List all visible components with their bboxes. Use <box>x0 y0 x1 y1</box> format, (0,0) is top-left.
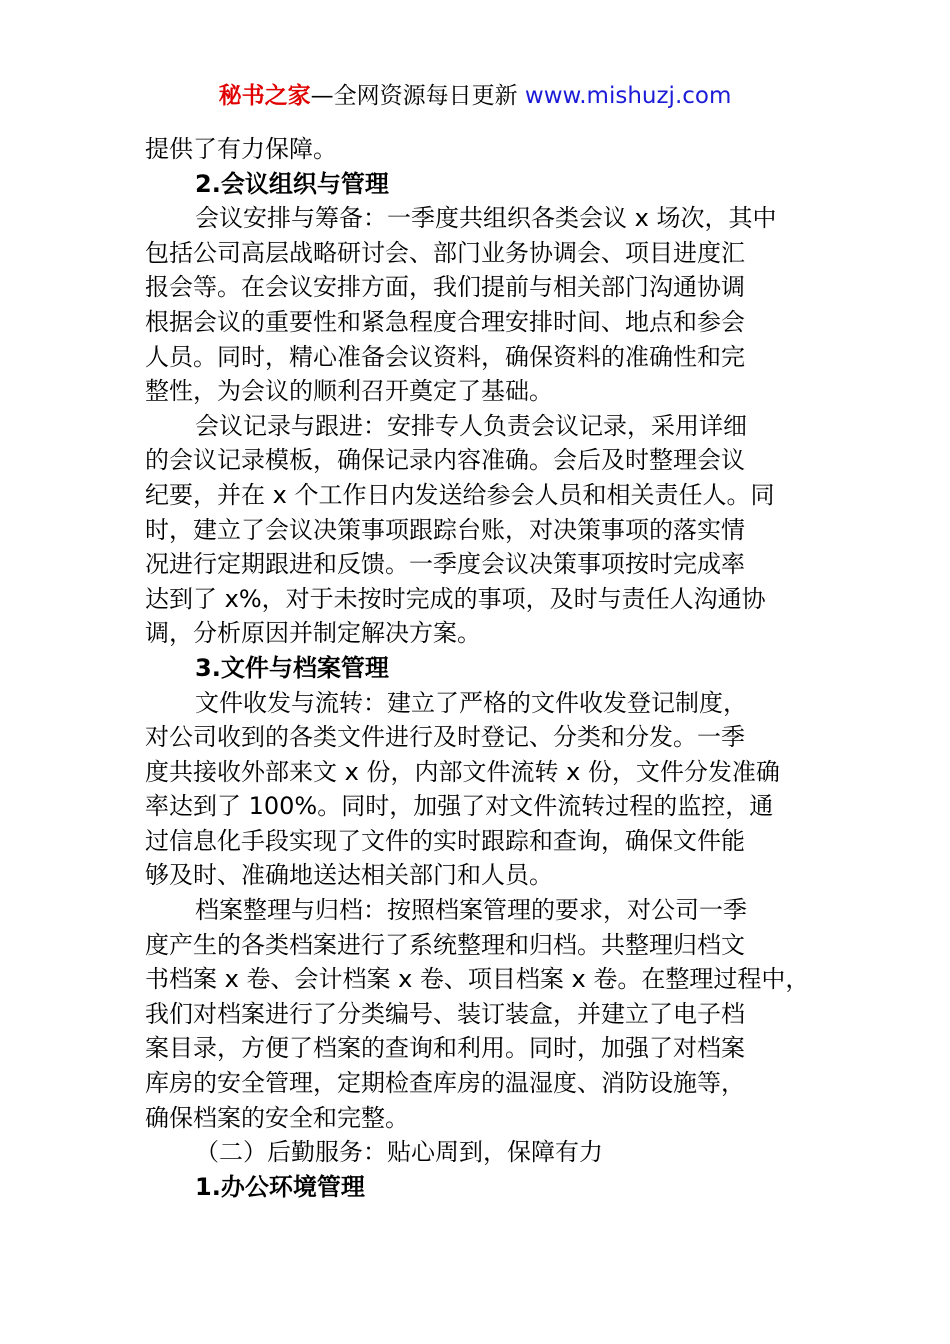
body-line: 人员。同时，精心准备会议资料，确保资料的准确性和完 <box>145 342 745 371</box>
body-line: 书档案 x 卷、会计档案 x 卷、项目档案 x 卷。在整理过程中， <box>145 965 810 994</box>
body-line: 调，分析原因并制定解决方案。 <box>145 619 481 648</box>
body-line: 度共接收外部来文 x 份，内部文件流转 x 份，文件分发准确 <box>145 757 780 786</box>
body-line: 过信息化手段实现了文件的实时跟踪和查询，确保文件能 <box>145 826 745 855</box>
site-url-link[interactable]: www.mishuzj.com <box>524 83 732 109</box>
body-line: 纪要，并在 x 个工作日内发送给参会人员和相关责任人。同 <box>145 480 775 509</box>
body-line: 的会议记录模板，确保记录内容准确。会后及时整理会议 <box>145 446 745 475</box>
body-line: 库房的安全管理，定期检查库房的温湿度、消防设施等， <box>145 1069 745 1098</box>
body-line: 时，建立了会议决策事项跟踪台账，对决策事项的落实情 <box>145 515 745 544</box>
body-line: 提供了有力保障。 <box>145 135 337 163</box>
section-heading: 1.办公环境管理 <box>195 1172 365 1201</box>
body-line: 度产生的各类档案进行了系统整理和归档。共整理归档文 <box>145 930 745 959</box>
body-line: 率达到了 100%。同时，加强了对文件流转过程的监控，通 <box>145 792 774 821</box>
body-line: 整性，为会议的顺利召开奠定了基础。 <box>145 377 553 406</box>
paragraph-start: 会议安排与筹备：一季度共组织各类会议 x 场次，其中 <box>195 204 777 233</box>
page-header <box>0 80 950 112</box>
body-line: 够及时、准确地送达相关部门和人员。 <box>145 861 553 890</box>
body-line: 况进行定期跟进和反馈。一季度会议决策事项按时完成率 <box>145 550 745 579</box>
paragraph-start: 会议记录与跟进：安排专人负责会议记录，采用详细 <box>195 411 747 440</box>
paragraph-start: 档案整理与归档：按照档案管理的要求，对公司一季 <box>195 896 747 925</box>
body-line: 案目录，方便了档案的查询和利用。同时，加强了对档案 <box>145 1034 745 1063</box>
section-heading: 3.文件与档案管理 <box>195 653 389 682</box>
document-body <box>145 132 825 1204</box>
site-brand: 秘书之家 <box>218 83 311 109</box>
subsection-heading: （二）后勤服务：贴心周到，保障有力 <box>195 1138 603 1167</box>
body-line: 包括公司高层战略研讨会、部门业务协调会、项目进度汇 <box>145 238 745 267</box>
body-line: 达到了 x%，对于未按时完成的事项，及时与责任人沟通协 <box>145 584 766 613</box>
section-heading: 2.会议组织与管理 <box>195 169 389 198</box>
body-line: 我们对档案进行了分类编号、装订装盒，并建立了电子档 <box>145 999 745 1028</box>
paragraph-start: 文件收发与流转：建立了严格的文件收发登记制度， <box>195 688 747 717</box>
body-line: 确保档案的安全和完整。 <box>145 1103 409 1132</box>
body-line: 报会等。在会议安排方面，我们提前与相关部门沟通协调 <box>145 273 745 302</box>
site-tagline: —全网资源每日更新 <box>310 83 525 109</box>
body-line: 对公司收到的各类文件进行及时登记、分类和分发。一季 <box>145 723 745 752</box>
body-line: 根据会议的重要性和紧急程度合理安排时间、地点和参会 <box>145 307 745 336</box>
